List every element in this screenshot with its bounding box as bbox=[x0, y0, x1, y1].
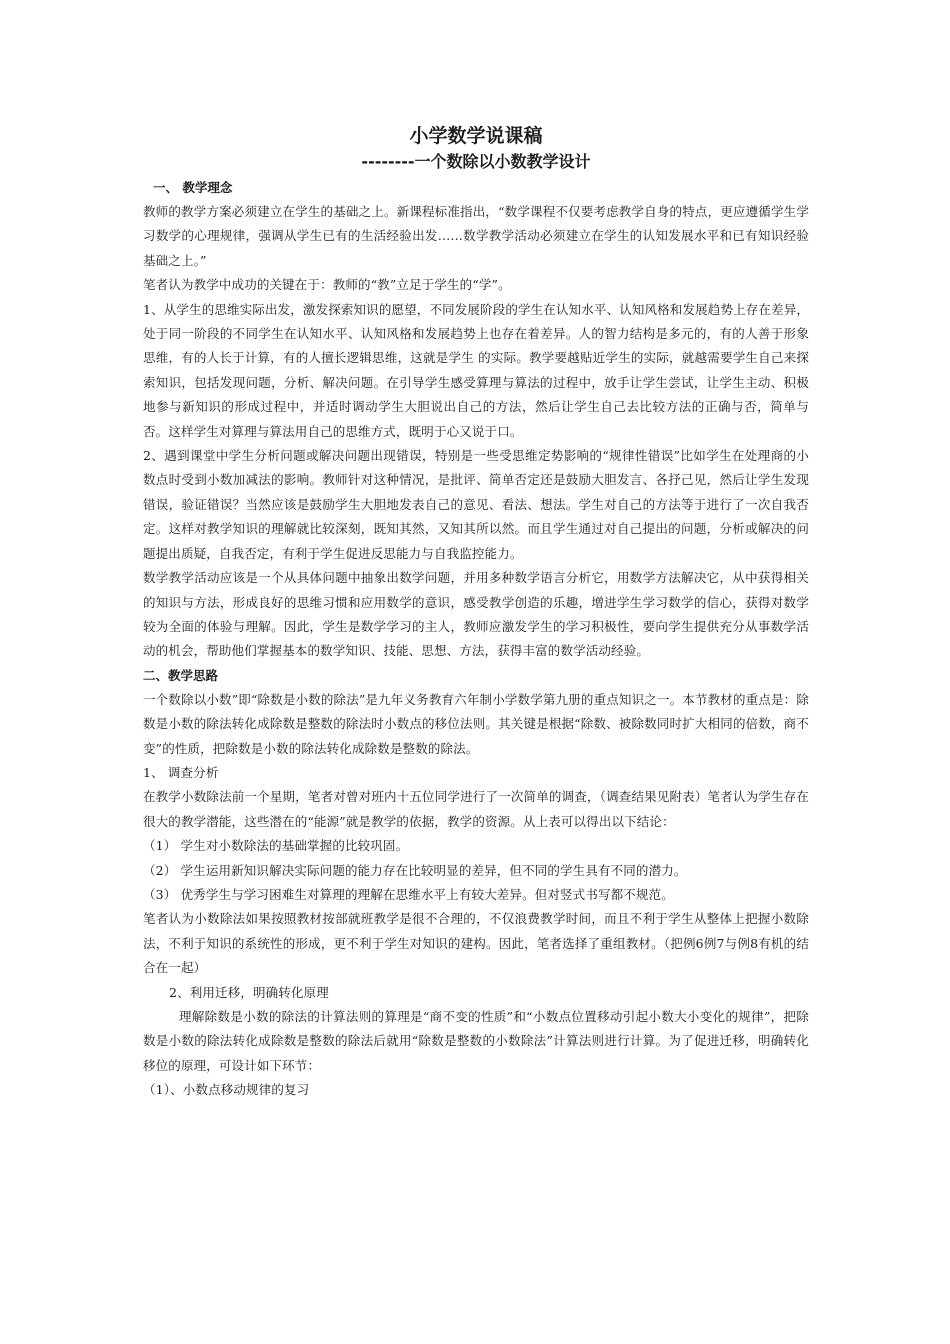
section-heading-2: 二、教学思路 bbox=[143, 667, 219, 683]
document-page bbox=[143, 122, 809, 1103]
section-heading-1: 一、 教学理念 bbox=[153, 180, 233, 195]
paragraph: 一个数除以小数”即“除数是小数的除法”是九年义务教育六年制小学数学第九册的重点知识之一。本节教材的重点是：除数是小数的除法转化成除数是整数的除法时小数点的移位法则。其关键是根据“除数、被除数同时扩大相同的倍数，商不变”的性质，把除数是小数的除法转化成除数是整数的除法。 bbox=[143, 691, 809, 756]
paragraph: 理解除数是小数的除法的计算法则的算理是“商不变的性质”和“小数点位置移动引起小数大小变化的规律”，把除数是小数的除法转化成除数是整数的除法后就用“除数是整数的小数除法”计算法则进行计算。为了促进迁移，明确转化移位的原理，可设计如下环节： bbox=[143, 1009, 809, 1073]
subheading: 2、利用迁移，明确转化原理 bbox=[169, 984, 329, 1000]
paragraph: 2、遇到课堂中学生分析问题或解决问题出现错误，特别是一些受思维定势影响的“规律性错误”比如学生在处理商的小数点时受到小数加减法的影响。教师针对这种情况，是批评、简单否定还是鼓励大胆发言、各抒己见，然后让学生发现错误，验证错误？当然应该是鼓励学生大胆地发表自己的意见、看法、想法。学生对自己的方法等于进行了一次自我否定。这样对教学知识的理解就比较深刻，既知其然，又知其所以然。而且学生通过对自己提出的问题，分析或解决的问题提出质疑，自我否定，有利于学生促进反思能力与自我监控能力。 bbox=[143, 448, 809, 561]
document-title: 小学数学说课稿 bbox=[409, 125, 543, 147]
paragraph: 笔者认为小数除法如果按照教材按部就班教学是很不合理的，不仅浪费教学时间，而且不利于学生从整体上把握小数除法，不利于知识的系统性的形成，更不利于学生对知识的建构。因此，笔者选择了重组教材。（把例6例7与例8有机的结合在一起） bbox=[143, 911, 809, 976]
subheading: 1、 调查分析 bbox=[143, 764, 219, 780]
list-item: （2） 学生运用新知识解决实际问题的能力存在比较明显的差异，但不同的学生具有不同的潜力。 bbox=[143, 862, 687, 878]
paragraph: 笔者认为教学中成功的关键在于：教师的“教”立足于学生的“学”。 bbox=[143, 277, 511, 293]
list-item: （1）、小数点移动规律的复习 bbox=[143, 1082, 310, 1098]
document-subtitle: --------一个数除以小数教学设计 bbox=[361, 152, 591, 171]
paragraph: 数学教学活动应该是一个从具体问题中抽象出数学问题，并用多种数学语言分析它，用数学方法解决它，从中获得相关的知识与方法，形成良好的思维习惯和应用数学的意识，感受教学创造的乐趣，增进学生学习数学的信心，获得对数学较为全面的体验与理解。因此，学生是数学学习的主人，教师应激发学生的学习积极性，要向学生提供充分从事数学活动的机会，帮助他们掌握基本的数学知识、技能、思想、方法，获得丰富的数学活动经验。 bbox=[143, 570, 809, 659]
paragraph: 1、从学生的思维实际出发，激发探索知识的愿望，不同发展阶段的学生在认知水平、认知风格和发展趋势上存在差异，处于同一阶段的不同学生在认知水平、认知风格和发展趋势上也存在着差异。人的智力结构是多元的，有的人善于形象思维，有的人长于计算，有的人擅长逻辑思维，这就是学生 的实际。教学要越贴近学生的实际，就越需要学生自己来探索知识，包括发现问题，分析、解决问题。在引导学生感受算理与算法的过程中，放手让学生尝试，让学生主动、积极地参与新知识的形成过程中，并适时调动学生大胆说出自己的方法，然后让学生自己去比较方法的正确与否，简单与否。这样学生对算理与算法用自己的思维方式，既明于心又说于口。 bbox=[143, 301, 809, 439]
list-item: （3） 优秀学生与学习困难生对算理的理解在思维水平上有较大差异。但对竖式书写都不规范。 bbox=[143, 886, 674, 902]
paragraph: 在教学小数除法前一个星期，笔者对曾对班内十五位同学进行了一次简单的调查，（调查结果见附表）笔者认为学生存在很大的教学潜能，这些潜在的“能源”就是教学的依据，教学的资源。从上表可以得出以下结论： bbox=[143, 789, 809, 829]
paragraph: 教师的教学方案必须建立在学生的基础之上。新课程标准指出，“数学课程不仅要考虑教学自身的特点，更应遵循学生学习数学的心理规律，强调从学生已有的生活经验出发……数学教学活动必须建立在学生的认知发展水平和已有知识经验基础之上。” bbox=[143, 204, 809, 268]
list-item: （1） 学生对小数除法的基础掌握的比较巩固。 bbox=[143, 838, 409, 854]
